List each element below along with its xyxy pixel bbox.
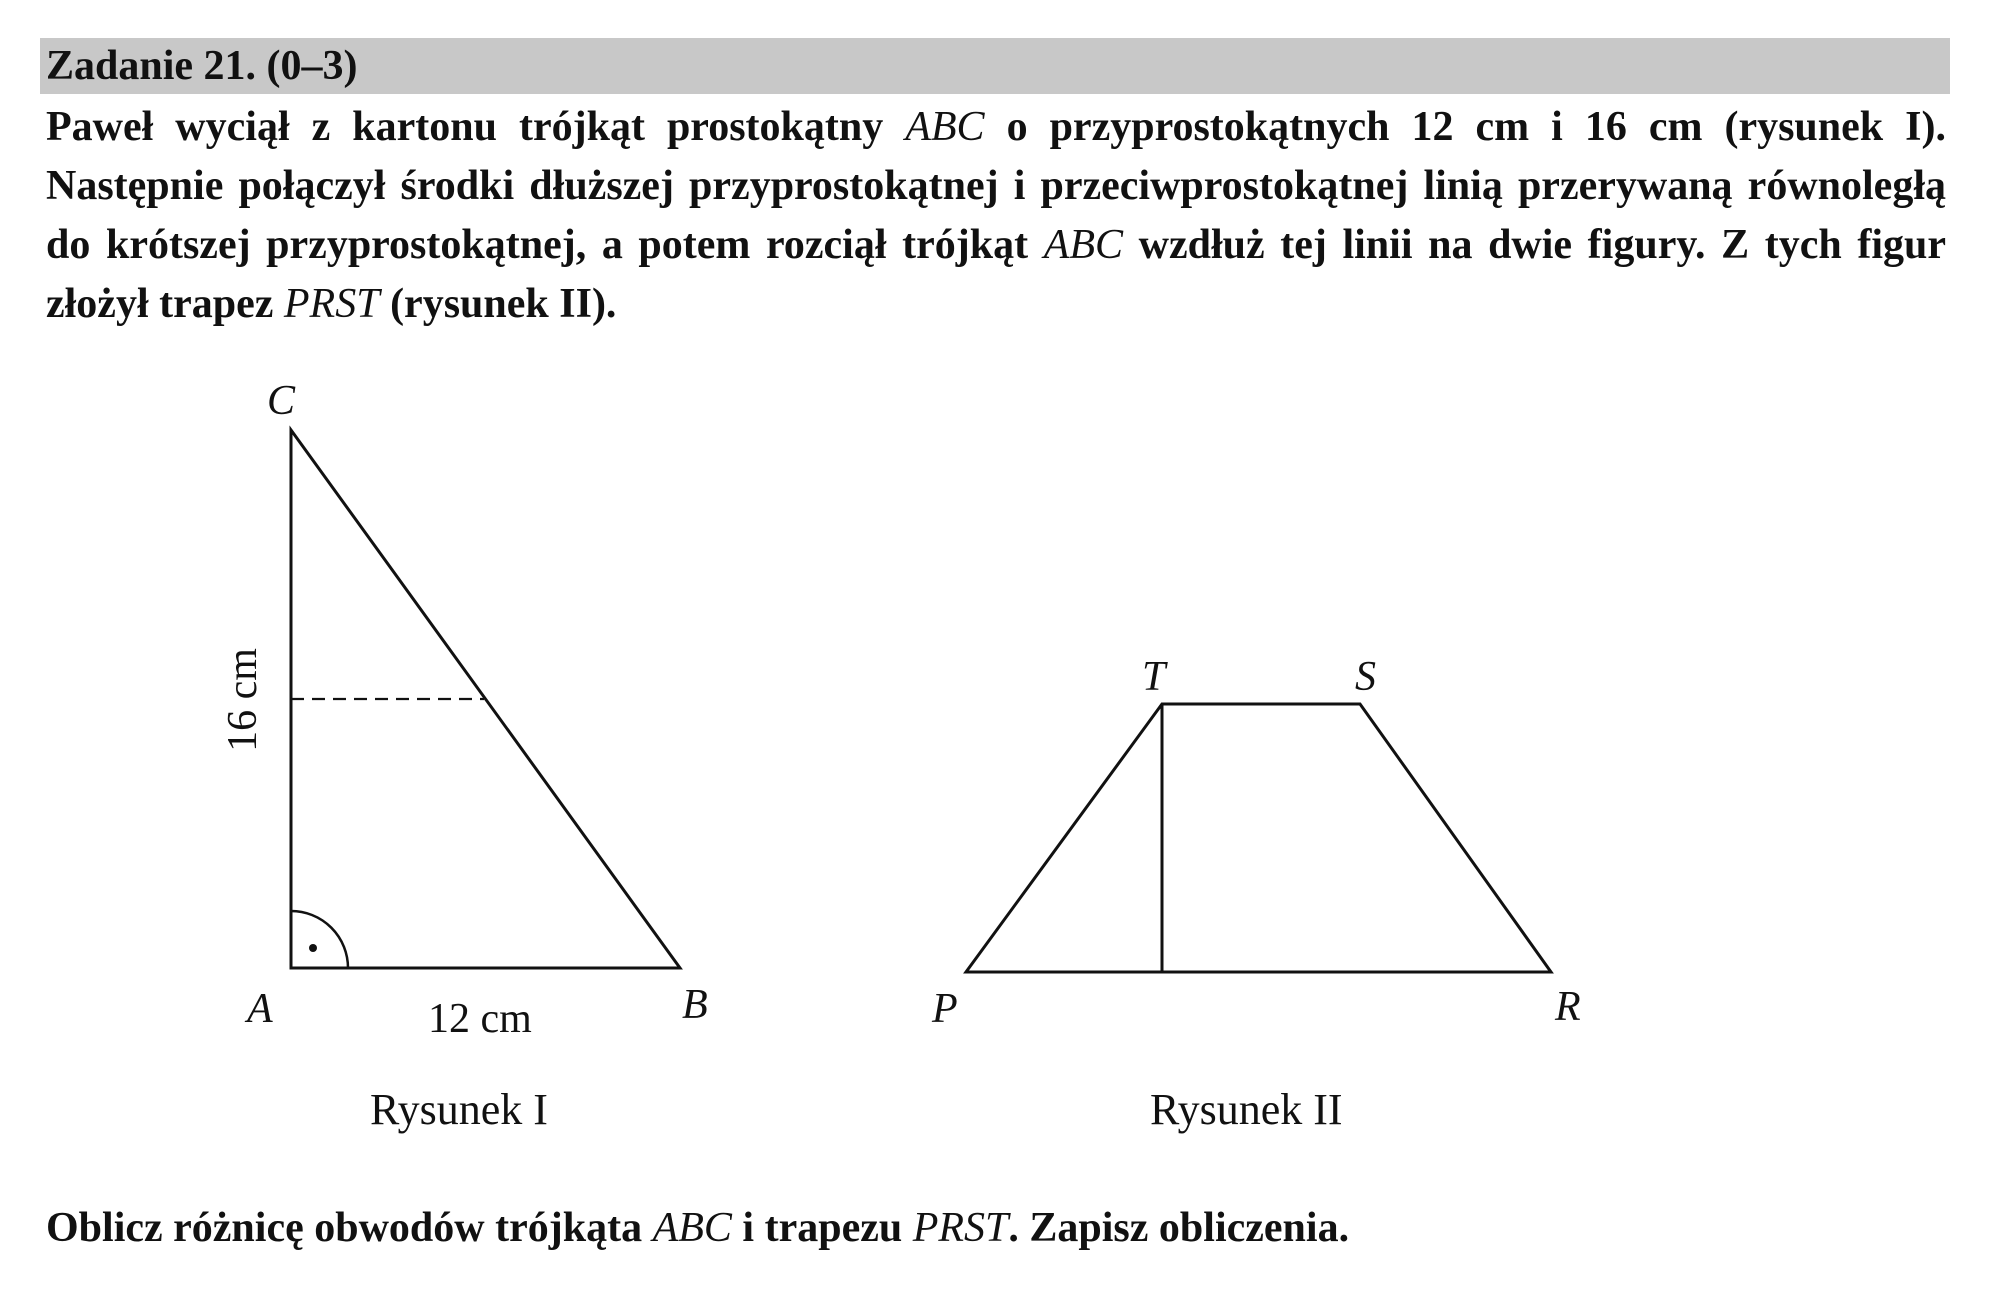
intro-text-4: (rysunek II). [379, 281, 617, 327]
intro-abc-2: ABC [1043, 222, 1124, 268]
right-angle-dot [309, 944, 317, 952]
leg-label-vertical: 16 cm [220, 648, 266, 752]
task-title: Zadanie 21. (0–3) [46, 43, 358, 89]
trapezoid-prst [966, 704, 1551, 972]
intro-abc-1: ABC [905, 104, 985, 150]
question-prst: PRST [912, 1205, 1009, 1251]
right-angle-arc [291, 911, 348, 968]
figure-2 [931, 654, 1581, 1134]
intro-prst: PRST [283, 281, 380, 327]
vertex-label-s: S [1355, 654, 1376, 700]
intro-text-1: Paweł wyciął z kartonu trójkąt prostokątny [46, 104, 906, 150]
task-question [46, 1200, 1946, 1256]
intro-text-2: o przyprostokątnych 12 cm i 16 cm (rysunek I). Następnie połączył środki dłuższej przyprostokątnej i przeciwprostokątnej linią przerywaną równoległą do krótszej przyprostokątnej, a potem rozciął trójkąt [46, 104, 1946, 268]
caption-figure-1: Rysunek I [370, 1085, 548, 1134]
question-text-3: . Zapisz obliczenia. [1008, 1205, 1350, 1251]
vertex-label-c: C [267, 378, 296, 424]
intro-text-3: wzdłuż tej linii na dwie figury. Z tych figur złożył trapez [46, 222, 1946, 327]
vertex-label-b: B [682, 982, 708, 1028]
question-text-2: i trapezu [731, 1205, 913, 1251]
caption-figure-2: Rysunek II [1150, 1085, 1343, 1134]
vertex-label-p: P [932, 986, 958, 1032]
leg-label-horizontal: 12 cm [428, 996, 532, 1042]
vertex-label-t: T [1142, 654, 1166, 700]
question-text-1: Oblicz różnicę obwodów trójkąta [46, 1205, 653, 1251]
question-abc: ABC [652, 1205, 732, 1251]
vertex-label-a: A [247, 986, 273, 1032]
figure-1 [220, 378, 708, 1134]
vertex-label-r: R [1555, 984, 1581, 1030]
triangle-abc [291, 430, 680, 968]
